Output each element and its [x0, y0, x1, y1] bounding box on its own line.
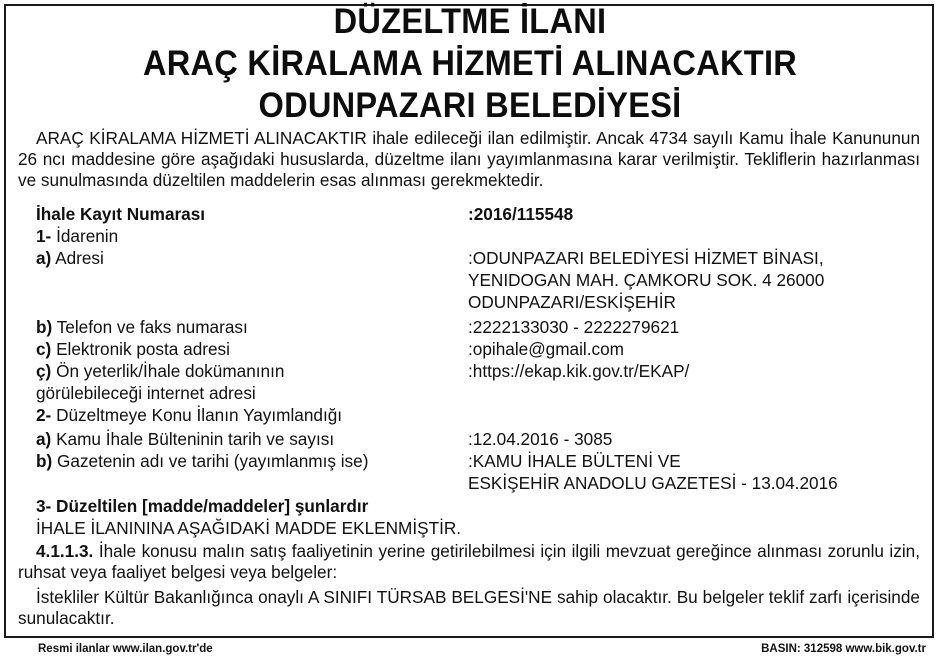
notice-title: DÜZELTME İLANI [333, 2, 607, 41]
internet-key: ç) [36, 361, 52, 381]
clause-paragraph [18, 541, 920, 583]
bulten-row [36, 429, 334, 450]
telefon-row [36, 317, 248, 338]
eposta-label: Elektronik posta adresi [56, 339, 230, 359]
adres-line-1: :ODUNPAZARI BELEDİYESİ HİZMET BİNASI, [468, 248, 824, 268]
gazete-label: Gazetenin adı ve tarihi (yayımlanmış ise) [57, 451, 369, 471]
section-2-number: 2- [36, 405, 52, 425]
telefon-value: :2222133030 - 2222279621 [468, 317, 680, 337]
eposta-value: :opihale@gmail.com [468, 339, 624, 359]
adres-row [36, 248, 104, 269]
telefon-label: Telefon ve faks numarası [56, 317, 248, 337]
kayit-label: İhale Kayıt Numarası [36, 204, 206, 224]
gazete-row [36, 451, 368, 472]
internet-value: :https://ekap.kik.gov.tr/EKAP/ [468, 361, 690, 381]
eposta-key: c) [36, 339, 52, 359]
section-1-text: İdarenin [56, 226, 119, 246]
gazete-line-2: ESKİŞEHİR ANADOLU GAZETESİ - 13.04.2016 [468, 473, 838, 493]
notice-subject: ARAÇ KİRALAMA HİZMETİ ALINACAKTIR [142, 44, 798, 83]
section-3-line: İHALE İLANININA AŞAĞIDAKİ MADDE EKLENMİŞTİR. [36, 518, 462, 538]
kayit-value: :2016/115548 [468, 204, 574, 224]
bulten-value: :12.04.2016 - 3085 [468, 429, 613, 449]
adres-key: a) [36, 248, 52, 268]
footer-bar [4, 640, 934, 658]
bulten-label: Kamu İhale Bülteninin tarih ve sayısı [56, 429, 335, 449]
bulten-key: a) [36, 429, 52, 449]
gazete-key: b) [36, 451, 53, 471]
gazete-line-1: :KAMU İHALE BÜLTENİ VE [468, 451, 681, 471]
footer-left: Resmi ilanlar www.ilan.gov.tr'de [38, 643, 213, 655]
clause-text: İhale konusu malın satış faaliyetinin yerine getirilebilmesi için ilgili mevzuat gereğince alınması zorunlu izin, ruhsat veya faaliyet belgesi veya belgeler: [18, 541, 920, 582]
footer-right: BASIN: 312598 www.bik.gov.tr [761, 643, 926, 655]
clause-number: 4.1.1.3. [36, 541, 94, 561]
internet-label-2: görülebileceği internet adresi [36, 383, 256, 403]
eposta-row [36, 339, 230, 360]
section-3-heading: 3- Düzeltilen [madde/maddeler] şunlardır [36, 496, 369, 516]
internet-label: Ön yeterlik/İhale dokümanının [56, 361, 285, 381]
internet-row [36, 361, 284, 382]
closing-paragraph: İstekliler Kültür Bakanlığınca onaylı A SINIFI TÜRSAB BELGESİ'NE sahip olacaktır. Bu belgeler teklif zarfı içerisinde sunulacaktır. [18, 587, 920, 628]
adres-label: Adresi [55, 248, 104, 268]
adres-line-2: YENIDOGAN MAH. ÇAMKORU SOK. 4 26000 [468, 270, 825, 290]
intro-paragraph: ARAÇ KİRALAMA HİZMETİ ALINACAKTIR ihale edileceği ilan edilmiştir. Ancak 4734 sayılı Kamu İhale Kanununun 26 ncı maddesine göre aşağıdaki hususlarda, düzeltme ilanı yayımlanmasına karar verilmiştir. Tekliflerin hazırlanması ve sunulmasında düzeltilen maddelerin esas alınması gerekmektedir. [18, 128, 920, 190]
issuing-authority: ODUNPAZARI BELEDİYESİ [258, 86, 682, 125]
section-2-text: Düzeltmeye Konu İlanın Yayımlandığı [56, 405, 343, 425]
section-1-number: 1- [36, 226, 52, 246]
section-2 [36, 405, 342, 426]
telefon-key: b) [36, 317, 53, 337]
adres-line-3: ODUNPAZARI/ESKİŞEHİR [468, 292, 676, 312]
section-1 [36, 226, 118, 247]
